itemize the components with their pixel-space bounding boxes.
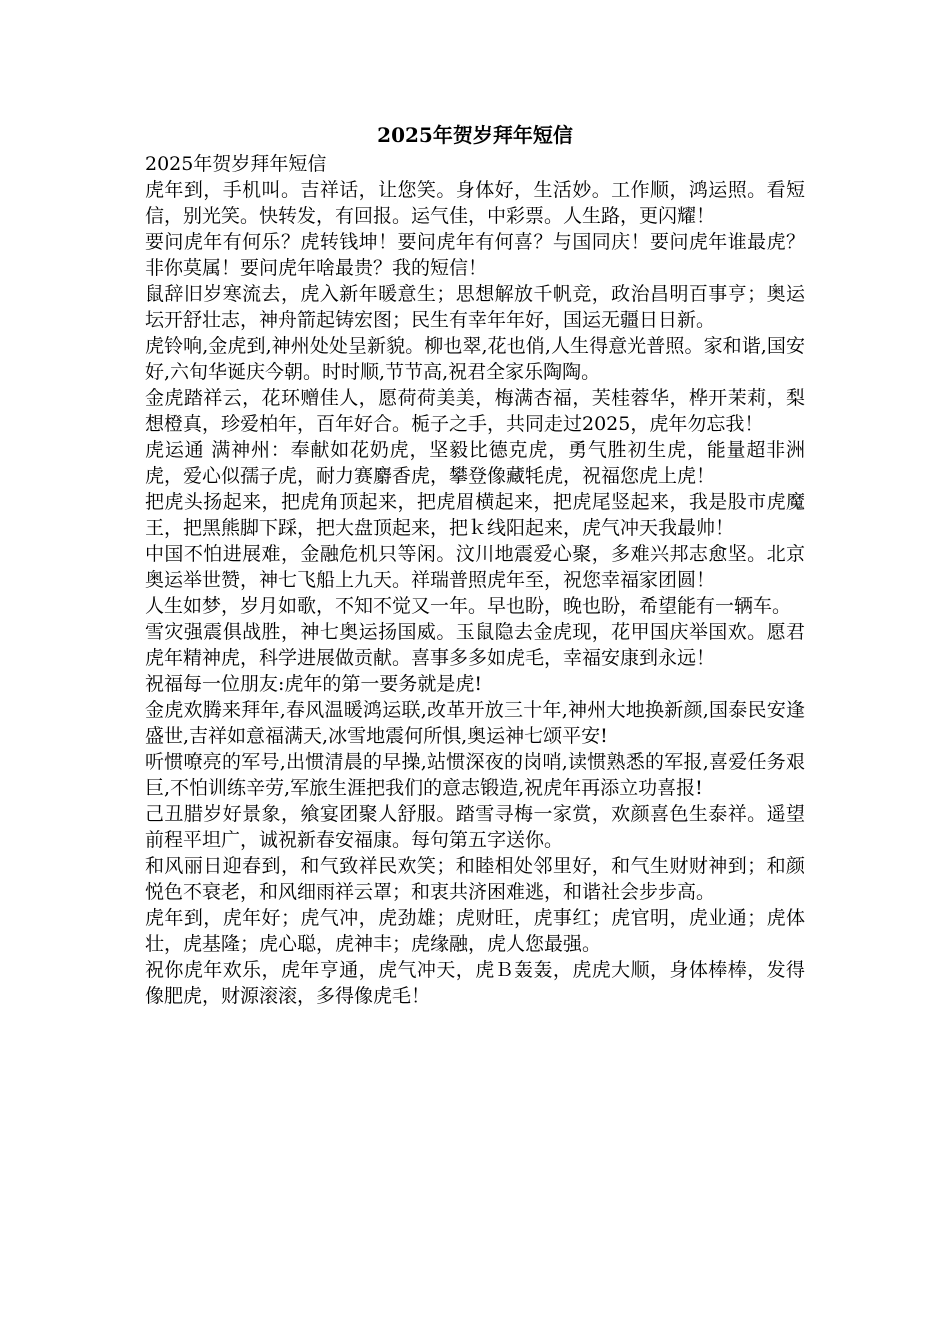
paragraph: 虎年到，手机叫。吉祥话，让您笑。身体好，生活妙。工作顺，鸿运照。看短信，别光笑。快转发，有回报。运气佳，中彩票。人生路，更闪耀！ [145,179,805,227]
paragraph: 虎铃响,金虎到,神州处处呈新貌。柳也翠,花也俏,人生得意光普照。家和谐,国安好,六旬华诞庆今朝。时时顺,节节高,祝君全家乐陶陶。 [145,335,805,383]
document-title: 2025年贺岁拜年短信 [377,123,573,147]
paragraph: 祝福每一位朋友:虎年的第一要务就是虎! [145,673,483,695]
paragraph: 虎运通 满神州：奉献如花奶虎，坚毅比德克虎，勇气胜初生虎，能量超非洲虎，爱心似孺子虎，耐力赛麝香虎，攀登像藏牦虎，祝福您虎上虎！ [145,439,805,487]
paragraph: 金虎踏祥云，花环赠佳人，愿荷荷美美，梅满杏福，芙桂蓉华，桦开茉莉，梨想橙真，珍爱柏年，百年好合。栀子之手，共同走过2025，虎年勿忘我！ [145,387,805,435]
document-subtitle: 2025年贺岁拜年短信 [145,153,327,175]
paragraph: 金虎欢腾来拜年,春风温暖鸿运联,改革开放三十年,神州大地换新颜,国泰民安逢盛世,吉祥如意福满天,冰雪地震何所惧,奥运神七颂平安! [145,699,805,747]
paragraph: 把虎头扬起来，把虎角顶起来，把虎眉横起来，把虎尾竖起来，我是股市虎魔王，把黑熊脚下踩，把大盘顶起来，把ｋ线阳起来，虎气冲天我最帅！ [145,491,805,539]
paragraph: 祝你虎年欢乐，虎年亨通，虎气冲天，虎Ｂ轰轰，虎虎大顺，身体棒棒，发得像肥虎，财源滚滚，多得像虎毛！ [145,959,805,1007]
paragraph: 雪灾强震俱战胜，神七奥运扬国威。玉鼠隐去金虎现，花甲国庆举国欢。愿君虎年精神虎，科学进展做贡献。喜事多多如虎毛，幸福安康到永远！ [145,621,805,669]
paragraph: 鼠辞旧岁寒流去，虎入新年暖意生；思想解放千帆竞，政治昌明百事亨；奥运坛开舒壮志，神舟箭起铸宏图；民生有幸年年好，国运无疆日日新。 [145,283,805,331]
paragraph: 己丑腊岁好景象，飨宴团聚人舒服。踏雪寻梅一家赏，欢颜喜色生泰祥。遥望前程平坦广，诚祝新春安福康。每句第五字送你。 [145,803,805,851]
paragraph: 中国不怕进展难，金融危机只等闲。汶川地震爱心聚，多难兴邦志愈坚。北京奥运举世赞，神七飞船上九天。祥瑞普照虎年至，祝您幸福家团圆！ [145,543,805,591]
paragraph: 和风丽日迎春到，和气致祥民欢笑；和睦相处邻里好，和气生财财神到；和颜悦色不衰老，和风细雨祥云罩；和衷共济困难逃，和谐社会步步高。 [145,855,805,903]
paragraph: 要问虎年有何乐？虎转钱坤！要问虎年有何喜？与国同庆！要问虎年谁最虎？非你莫属！要问虎年啥最贵？我的短信！ [145,231,805,279]
document-page [145,120,805,1009]
paragraph: 听惯嘹亮的军号,出惯清晨的早操,站惯深夜的岗哨,读惯熟悉的军报,喜爱任务艰巨,不怕训练辛劳,军旅生涯把我们的意志锻造,祝虎年再添立功喜报! [145,751,805,799]
paragraph: 人生如梦，岁月如歌，不知不觉又一年。早也盼，晚也盼，希望能有一辆车。 [145,595,792,617]
paragraph: 虎年到，虎年好；虎气冲，虎劲雄；虎财旺，虎事红；虎官明，虎业通；虎体壮，虎基隆；虎心聪，虎神丰；虎缘融，虎人您最强。 [145,907,805,955]
